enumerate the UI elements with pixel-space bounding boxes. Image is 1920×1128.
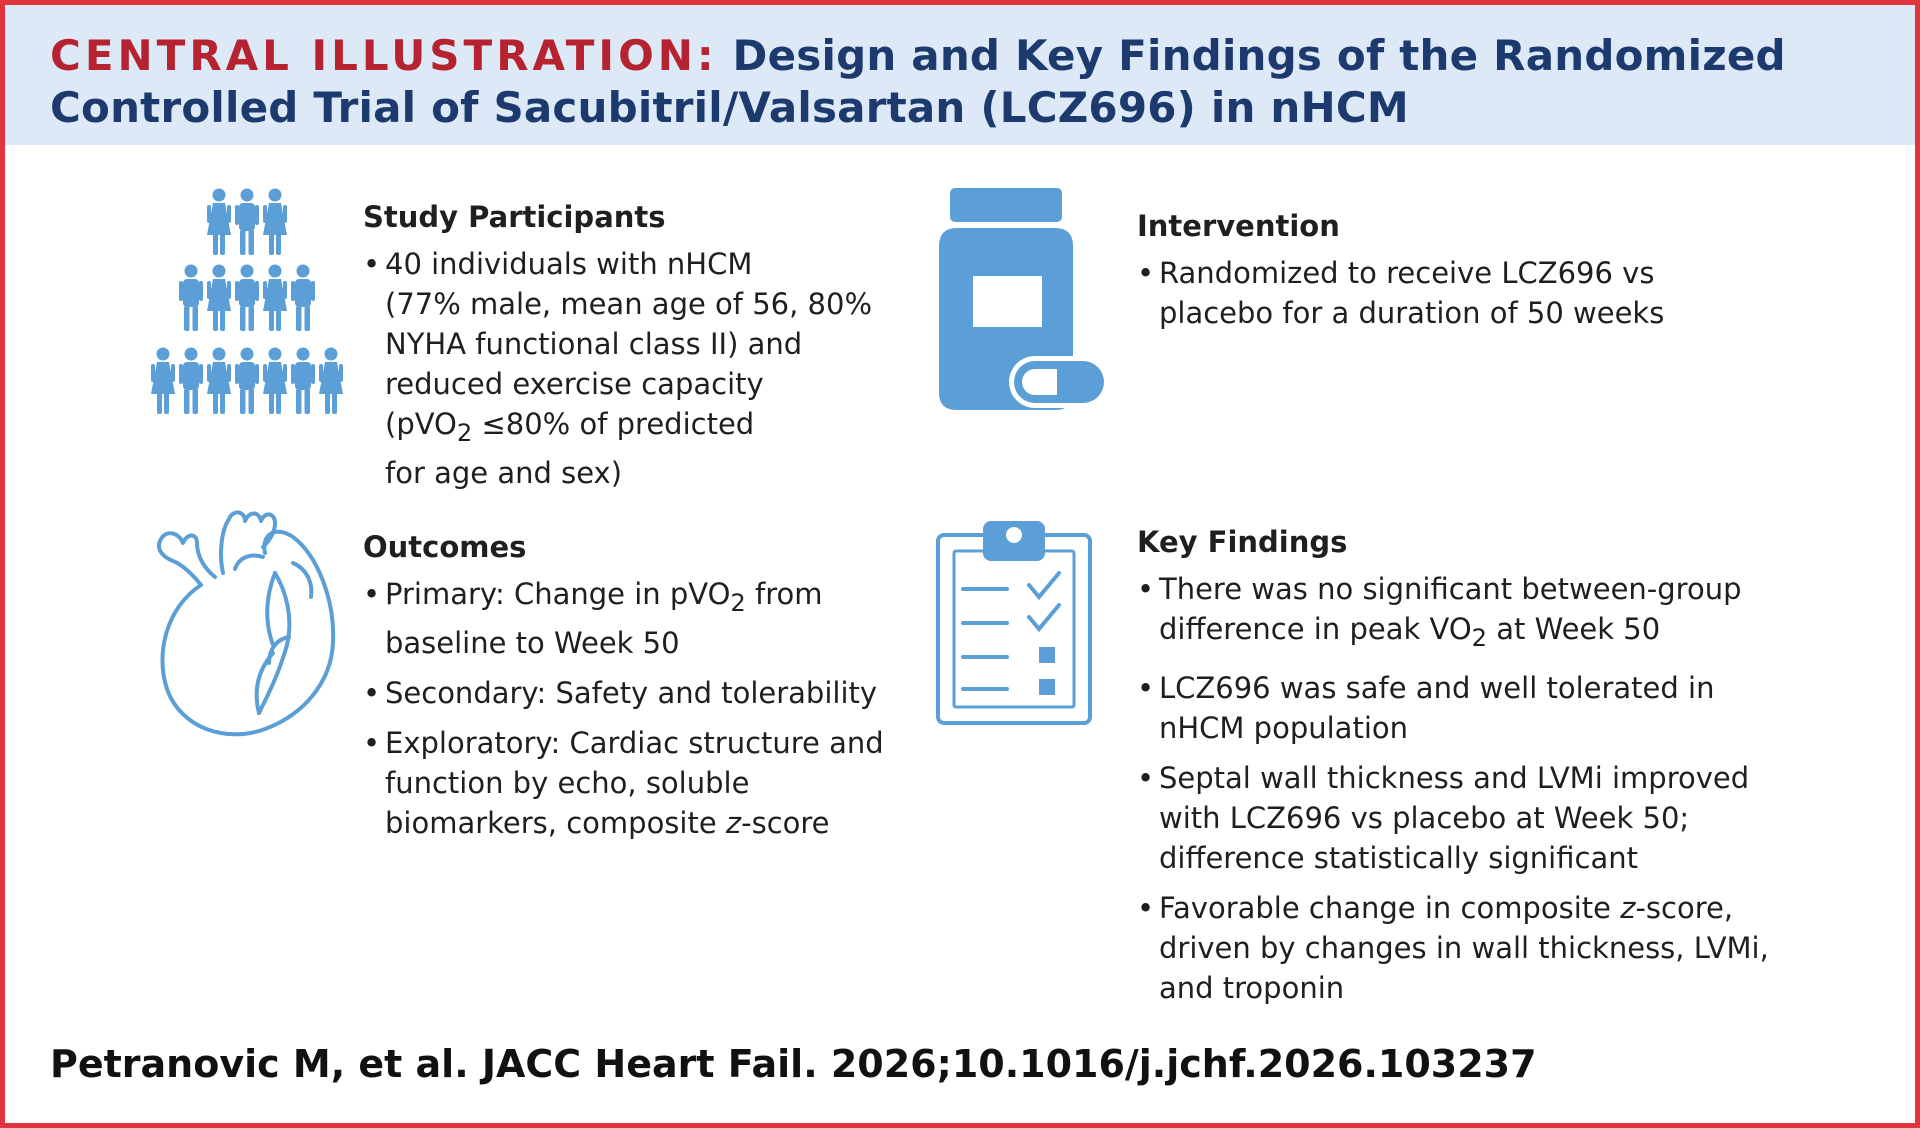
list-item: • Septal wall thickness and LVMi improved with LCZ696 vs placebo at Week 50; difference statistically significant	[1137, 758, 1877, 878]
people-pyramid-icon	[145, 183, 355, 423]
study-participants-heading: Study Participants	[363, 200, 666, 234]
list-item: • Randomized to receive LCZ696 vs placebo for a duration of 50 weeks	[1137, 253, 1857, 333]
page-title	[50, 30, 1890, 134]
list-item: • There was no significant between-group difference in peak $VO_2$ at Week 50	[1137, 569, 1877, 658]
intervention-section	[1137, 207, 1857, 333]
central-illustration-label: CENTRAL ILLUSTRATION:	[50, 31, 718, 80]
list-item: • Favorable change in composite z-score, driven by changes in wall thickness, LVMi, and troponin	[1137, 888, 1877, 1008]
list-item: • Secondary: Safety and tolerability	[363, 673, 923, 713]
title-text: Design and Key Findings of the Randomized Controlled Trial of Sacubitril/Valsartan (LCZ696) in nHCM	[50, 31, 1786, 132]
list-item: • 40 individuals with nHCM (77% male, mean age of 56, 80% NYHA functional class II) and reduced exercise capacity (pVO$_2$ ≤80% of predicted for age and sex)	[363, 244, 923, 493]
key-findings-heading: Key Findings	[1137, 525, 1348, 559]
header-banner	[5, 5, 1915, 145]
intervention-heading: Intervention	[1137, 209, 1340, 243]
outcomes-heading: Outcomes	[363, 530, 527, 564]
citation: Petranovic M, et al. JACC Heart Fail. 2026;10.1016/j.jchf.2026.103237	[50, 1042, 1537, 1086]
clipboard-checklist-icon	[935, 513, 1095, 728]
list-item: • Exploratory: Cardiac structure and function by echo, soluble biomarkers, composite z-score	[363, 723, 923, 843]
heart-icon	[153, 503, 343, 745]
list-item: • LCZ696 was safe and well tolerated in nHCM population	[1137, 668, 1877, 748]
key-findings-section	[1137, 523, 1877, 1008]
study-participants-section	[363, 198, 923, 493]
outcomes-section	[363, 528, 923, 843]
list-item: • Primary: Change in pVO$_2$ from baseline to Week 50	[363, 574, 923, 663]
pill-bottle-icon	[937, 188, 1112, 423]
